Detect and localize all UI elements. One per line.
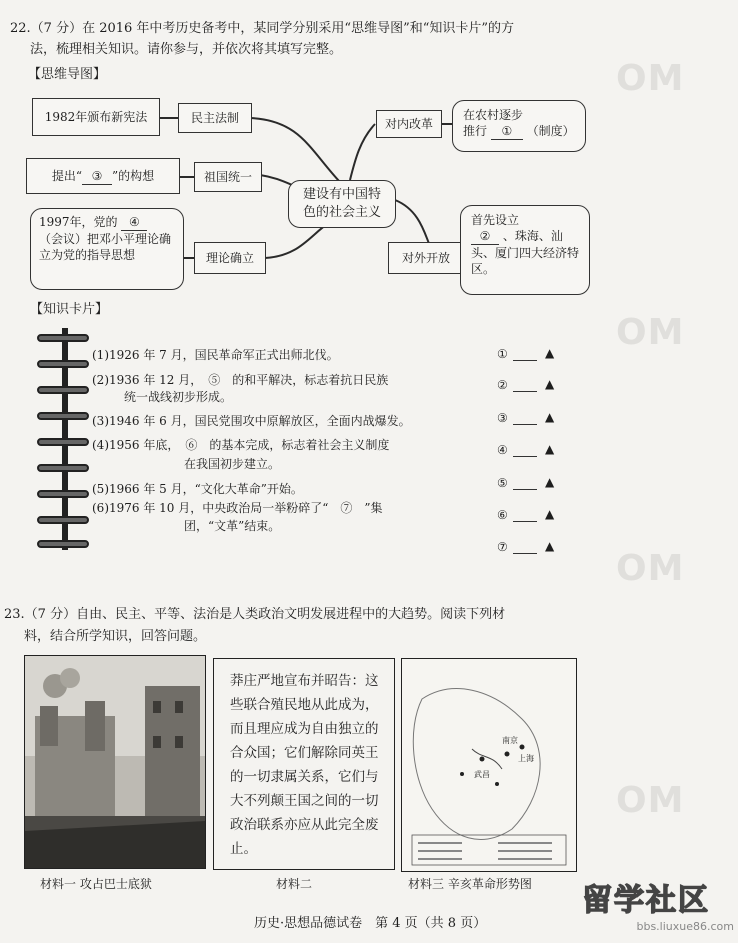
answer-row-6 <box>497 508 589 522</box>
question-22-line1: 22.（7 分）在 2016 年中考历史备考中，某同学分别采用“思维导图”和“知识卡片”的方 <box>10 21 515 36</box>
watermark-text: OM <box>616 780 685 821</box>
mindmap-tongyi-label: 祖国统一 <box>203 170 252 184</box>
card-item-5: (5)1966 年 5 月，“文化大革命”开始。 <box>92 482 303 496</box>
mindmap-duinei-box <box>452 100 586 152</box>
cards-heading: 【知识卡片】 <box>30 302 109 317</box>
question-23-line2: 料，结合所学知识，回答问题。 <box>24 629 207 644</box>
map-label-wuchang: 武昌 <box>474 770 490 779</box>
card-item-1: (1)1926 年 7 月，国民革命军正式出师北伐。 <box>92 348 339 362</box>
mindmap-gouxiang-box <box>26 158 180 194</box>
triangle-icon: ▲ <box>545 507 555 521</box>
mindmap-center-node <box>288 180 396 228</box>
mindmap-node-lilun <box>194 242 266 274</box>
mindmap-duinei-line2: 推行 <box>463 124 488 138</box>
answer-row-1 <box>497 347 589 361</box>
map-label-shanghai: 上海 <box>518 754 534 763</box>
card-item-2: (2)1936 年 12 月， ⑤ 的和平解决，标志着抗日民族 <box>92 373 389 387</box>
triangle-icon: ▲ <box>545 475 555 489</box>
mindmap-minzhu-label: 民主法制 <box>190 111 239 125</box>
question-22-line2: 法，梳理相关知识。请你参与，并依次将其填写完整。 <box>30 42 343 57</box>
mindmap-lilun-label: 理论确立 <box>205 251 254 265</box>
watermark-text: OM <box>616 312 685 353</box>
answer-number: ④ <box>497 443 508 457</box>
mindmap-node-minzhu <box>178 103 252 133</box>
triangle-icon: ▲ <box>545 539 555 553</box>
card-item-4-cont: 在我国初步建立。 <box>184 457 281 471</box>
answer-row-4 <box>497 443 589 457</box>
mindmap-gouxiang-suffix: ”的构想 <box>112 169 155 183</box>
triangle-icon: ▲ <box>545 442 555 456</box>
card-item-3: (3)1946 年 6 月，国民党围攻中原解放区，全面内战爆发。 <box>92 414 411 428</box>
answer-row-7 <box>497 540 589 554</box>
answer-number: ① <box>497 347 508 361</box>
mindmap-duiwai-line2: 、珠海、汕头、厦门四大经济特区。 <box>471 229 580 276</box>
page-footer: 历史·思想品德试卷 第 4 页（共 8 页） <box>254 916 487 931</box>
site-logo <box>582 882 734 940</box>
mindmap-duinei-line1: 在农村逐步 <box>463 108 524 122</box>
answer-row-5 <box>497 476 589 490</box>
mindmap-duiwai-box <box>460 205 590 295</box>
material-3-caption: 材料三 辛亥革命形势图 <box>408 877 532 891</box>
mindmap-duinei-label: 对内改革 <box>384 117 433 131</box>
mindmap-duiwai-label: 对外开放 <box>401 251 450 265</box>
mindmap-node-duinei <box>376 110 442 138</box>
mindmap-gouxiang-prefix: 提出“ <box>51 169 82 183</box>
mindmap-node-duiwai <box>388 242 464 274</box>
mindmap-heading: 【思维导图】 <box>28 67 107 82</box>
answer-number: ② <box>497 378 508 392</box>
mindmap-lilun-suffix: （会议）把邓小平理论确立为党的指导思想 <box>39 232 172 262</box>
blank-1: ① <box>491 123 523 140</box>
triangle-icon: ▲ <box>545 377 555 391</box>
mindmap-duinei-line3: （制度） <box>526 124 575 138</box>
answer-number: ③ <box>497 411 508 425</box>
question-23-line1: 23.（7 分）自由、民主、平等、法治是人类政治文明发展进程中的大趋势。阅读下列材 <box>4 607 506 622</box>
card-item-2-cont: 统一战线初步形成。 <box>124 390 233 404</box>
answer-number: ⑤ <box>497 476 508 490</box>
mindmap-lilun-box <box>30 208 184 290</box>
logo-url: bbs.liuxue86.com <box>636 920 734 933</box>
triangle-icon: ▲ <box>545 410 555 424</box>
mindmap-xianfa-box <box>32 98 160 136</box>
mindmap-xianfa-text: 1982年颁布新宪法 <box>44 110 148 124</box>
mindmap-lilun-prefix: 1997年，党的 <box>39 215 118 229</box>
watermark-text: OM <box>616 58 685 99</box>
answer-row-3 <box>497 411 589 425</box>
card-item-4: (4)1956 年底， ⑥ 的基本完成，标志着社会主义制度 <box>92 438 390 452</box>
logo-main-text: 留学社区 <box>582 883 710 918</box>
card-item-6-cont: 团，“文革”结束。 <box>184 519 281 533</box>
material-1-image <box>24 655 206 869</box>
material-2-caption: 材料二 <box>276 877 313 891</box>
map-label-nanjing: 南京 <box>502 736 518 745</box>
material-2-box <box>213 658 395 870</box>
answer-number: ⑦ <box>497 540 508 554</box>
mindmap-center-label: 建设有中国特色的社会主义 <box>302 187 381 220</box>
blank-3: ③ <box>82 168 112 185</box>
mindmap-node-tongyi <box>194 162 262 192</box>
material-2-text: 莽庄严地宣布并昭告：这些联合殖民地从此成为，而且理应成为自由独立的合众国；它们解除同英王的一切隶属关系，它们与大不列颠王国之间的一切政治联系亦应从此完全废止。 <box>230 673 379 857</box>
blank-2: ② <box>471 228 499 245</box>
blank-4: ④ <box>121 214 147 231</box>
triangle-icon: ▲ <box>545 346 555 360</box>
answer-row-2 <box>497 378 589 392</box>
watermark-text: OM <box>616 548 685 589</box>
card-item-6: (6)1976 年 10 月，中央政治局一举粉碎了“ ⑦ ”集 <box>92 501 383 515</box>
material-1-caption: 材料一 攻占巴士底狱 <box>40 877 152 891</box>
mindmap-duiwai-line1: 首先设立 <box>471 213 520 227</box>
answer-number: ⑥ <box>497 508 508 522</box>
material-3-map <box>401 658 577 872</box>
